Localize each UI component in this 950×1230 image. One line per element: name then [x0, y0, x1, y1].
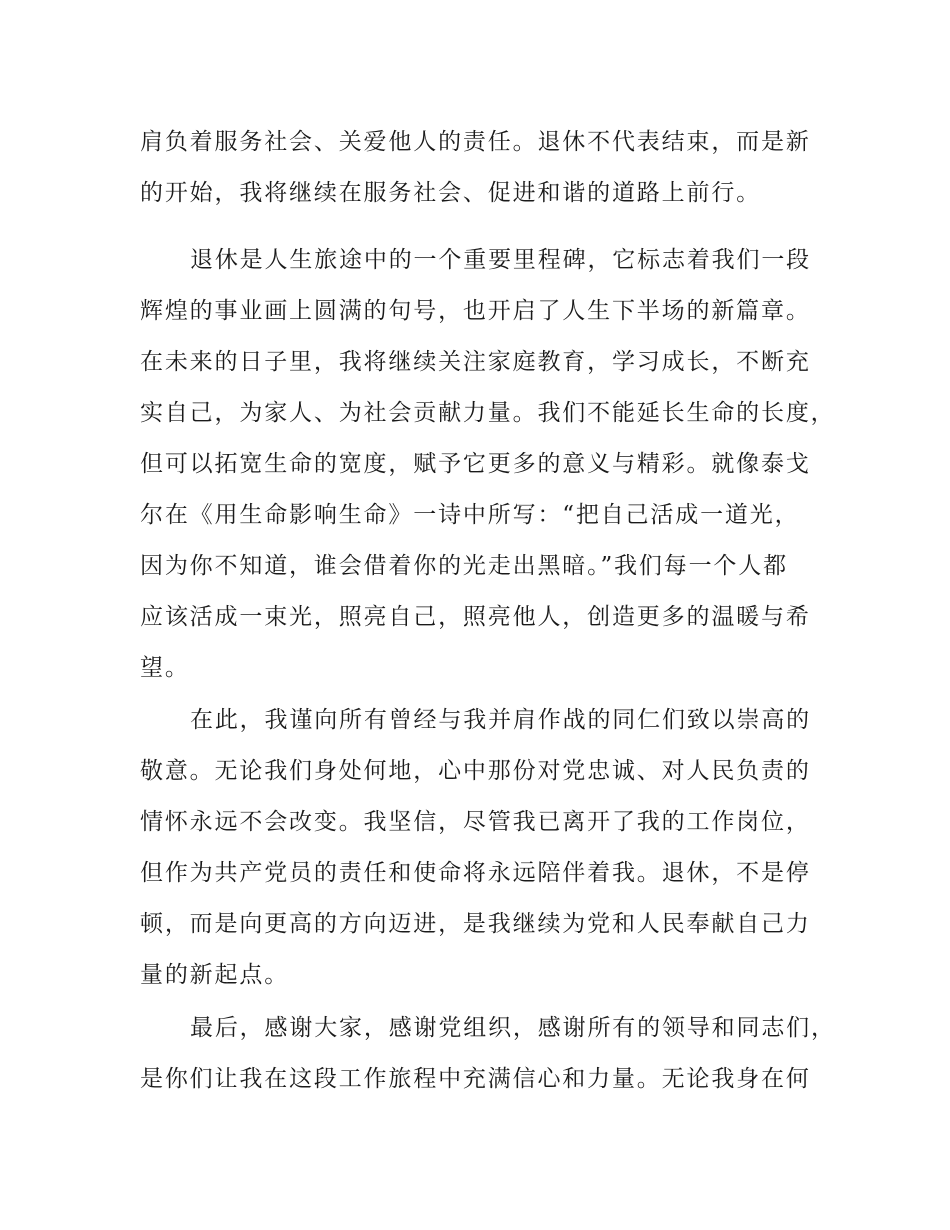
paragraph-line: 但可以拓宽生命的宽度，赋予它更多的意义与精彩。就像泰戈	[140, 451, 811, 477]
paragraph-line: 辉煌的事业画上圆满的句号，也开启了人生下半场的新篇章。	[140, 298, 811, 324]
paragraph-line: 敬意。无论我们身处何地，心中那份对党忠诚、对人民负责的	[140, 758, 811, 784]
paragraph-line: 应该活成一束光，照亮自己，照亮他人，创造更多的温暖与希	[140, 604, 811, 630]
paragraph-1	[140, 117, 820, 219]
paragraph-line: 顿，而是向更高的方向迈进，是我继续为党和人民奉献自己力	[140, 911, 811, 937]
paragraph-line: 肩负着服务社会、关爱他人的责任。退休不代表结束，而是新	[140, 129, 811, 155]
paragraph-3	[140, 695, 820, 1001]
paragraph-line: 是你们让我在这段工作旅程中充满信心和力量。无论我身在何	[140, 1066, 811, 1092]
paragraph-line: 在未来的日子里，我将继续关注家庭教育，学习成长，不断充	[140, 349, 811, 375]
paragraph-line: 望。	[140, 655, 190, 681]
paragraph-line: 最后，感谢大家，感谢党组织，感谢所有的领导和同志们，	[190, 1015, 836, 1041]
paragraph-line: 在此，我谨向所有曾经与我并肩作战的同仁们致以崇高的	[190, 707, 811, 733]
paragraph-line: 实自己，为家人、为社会贡献力量。我们不能延长生命的长度，	[140, 400, 836, 426]
paragraph-line: 的开始，我将继续在服务社会、促进和谐的道路上前行。	[140, 180, 761, 206]
paragraph-4	[140, 1003, 836, 1105]
paragraph-line: 情怀永远不会改变。我坚信，尽管我已离开了我的工作岗位，	[140, 809, 811, 835]
paragraph-2	[140, 235, 836, 694]
paragraph-line: 但作为共产党员的责任和使命将永远陪伴着我。退休，不是停	[140, 860, 811, 886]
paragraph-line: 尔在《用生命影响生命》一诗中所写：“把自己活成一道光，	[140, 502, 800, 528]
paragraph-line: 因为你不知道，谁会借着你的光走出黑暗。”我们每一个人都	[140, 553, 788, 579]
paragraph-line: 退休是人生旅途中的一个重要里程碑，它标志着我们一段	[190, 247, 811, 273]
paragraph-line: 量的新起点。	[140, 962, 290, 988]
